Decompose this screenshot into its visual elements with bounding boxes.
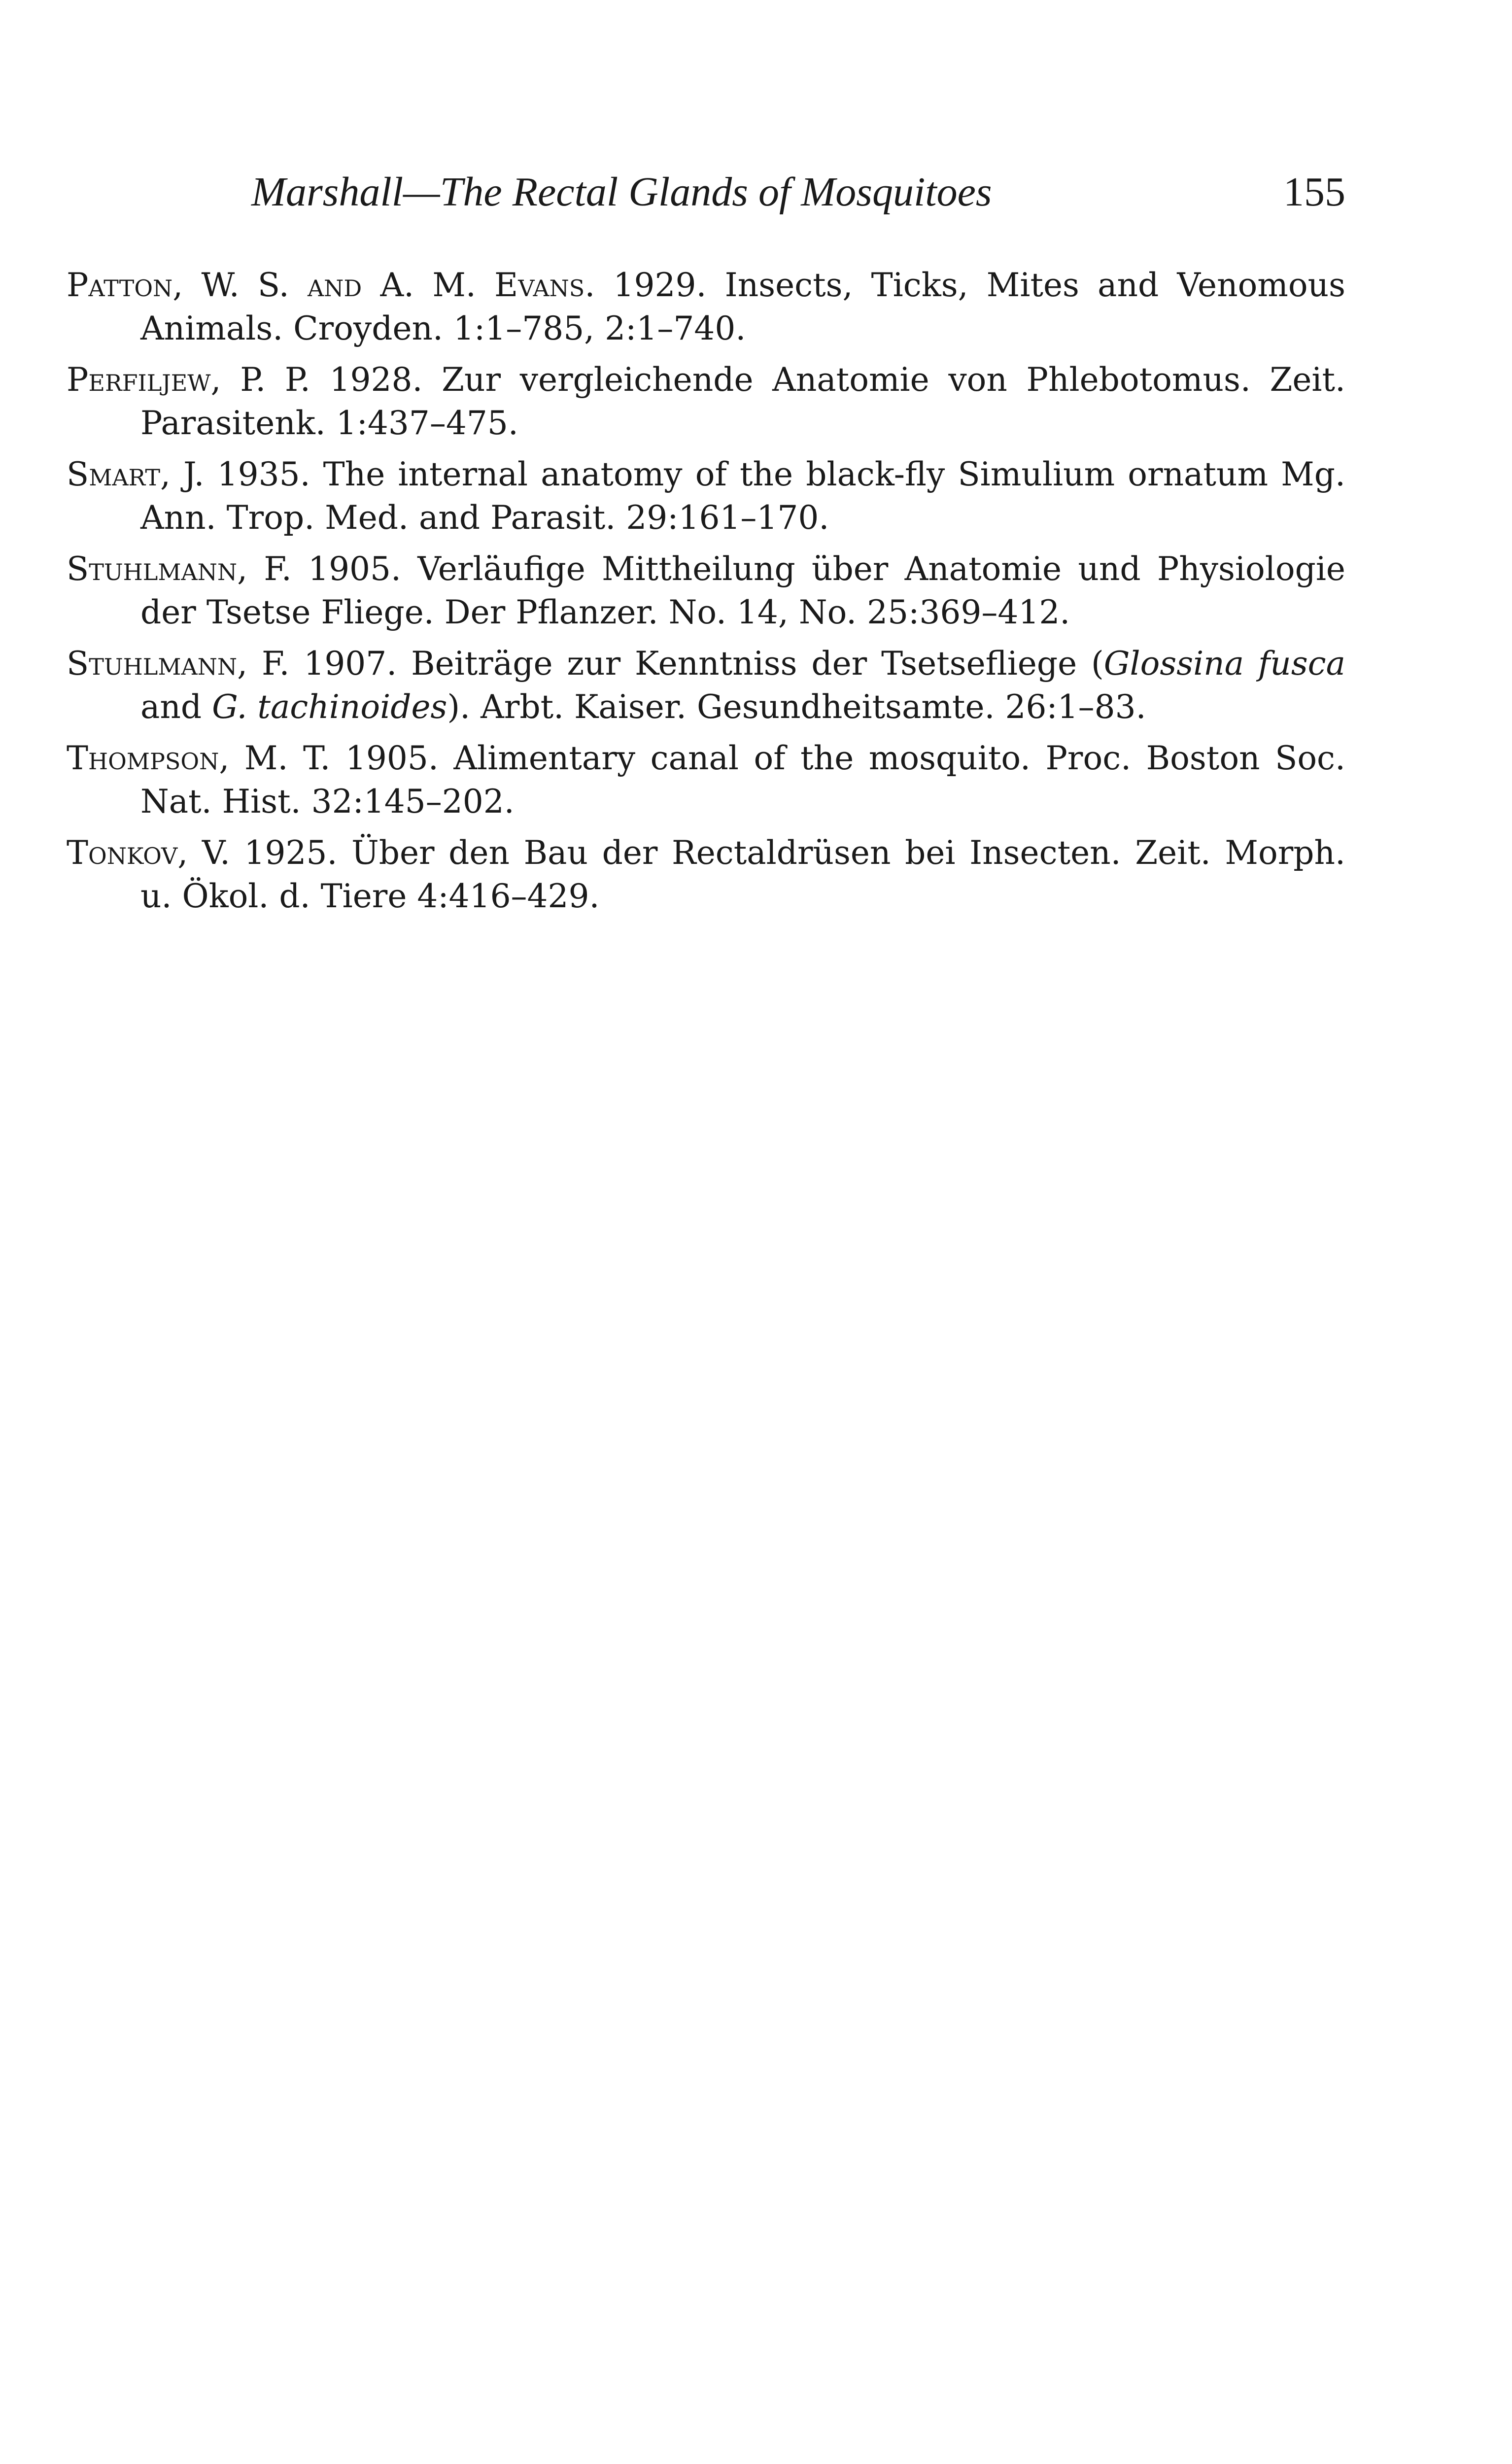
reference-text: 1935. The internal anatomy of the black-fly Simulium ornatum Mg. Ann. Trop. Med. and Parasit. 29:161–170.	[140, 455, 1345, 537]
reference-entry	[67, 642, 1345, 729]
reference-text: 1929. Insects, Ticks, Mites and Venomous Animals. Croyden. 1:1–785, 2:1–740.	[140, 266, 1346, 347]
reference-list	[67, 264, 1345, 926]
reference-author: Stuhlmann, F.	[67, 550, 292, 588]
reference-text: 1905. Alimentary canal of the mosquito. Proc. Boston Soc. Nat. Hist. 32:145–202.	[140, 739, 1345, 821]
reference-species-name: G. tachinoides	[212, 688, 447, 726]
reference-author: Patton, W. S. and A. M. Evans.	[67, 266, 595, 304]
running-header	[251, 163, 1345, 222]
reference-text: ). Arbt. Kaiser. Gesundheitsamte. 26:1–83.	[447, 688, 1146, 726]
reference-text: 1905. Verläufige Mittheilung über Anatomie und Physiologie der Tsetse Fliege. Der Pflanzer. No. 14, No. 25:369–412.	[140, 550, 1345, 631]
reference-author: Stuhlmann, F.	[67, 645, 290, 683]
reference-entry	[67, 831, 1345, 918]
reference-author: Tonkov, V.	[67, 834, 230, 872]
reference-author: Thompson, M. T.	[67, 739, 331, 777]
reference-entry	[67, 548, 1345, 634]
reference-species-name: Glossina fusca	[1103, 645, 1345, 683]
running-title: Marshall—The Rectal Glands of Mosquitoes	[251, 169, 992, 215]
reference-text: 1925. Über den Bau der Rectaldrüsen bei Insecten. Zeit. Morph. u. Ökol. d. Tiere 4:416–429.	[140, 834, 1345, 915]
reference-text: 1907. Beiträge zur Kenntniss der Tsetsefliege (	[304, 645, 1104, 683]
reference-entry	[67, 453, 1345, 540]
reference-author: Perfiljew, P. P.	[67, 361, 310, 399]
reference-text: 1928. Zur vergleichende Anatomie von Phlebotomus. Zeit. Parasitenk. 1:437–475.	[140, 361, 1345, 442]
reference-entry	[67, 737, 1345, 823]
page-number: 155	[1283, 169, 1345, 215]
reference-entry	[67, 264, 1345, 350]
reference-author: Smart, J.	[67, 455, 205, 493]
reference-text: and	[140, 688, 212, 726]
reference-entry	[67, 358, 1345, 445]
